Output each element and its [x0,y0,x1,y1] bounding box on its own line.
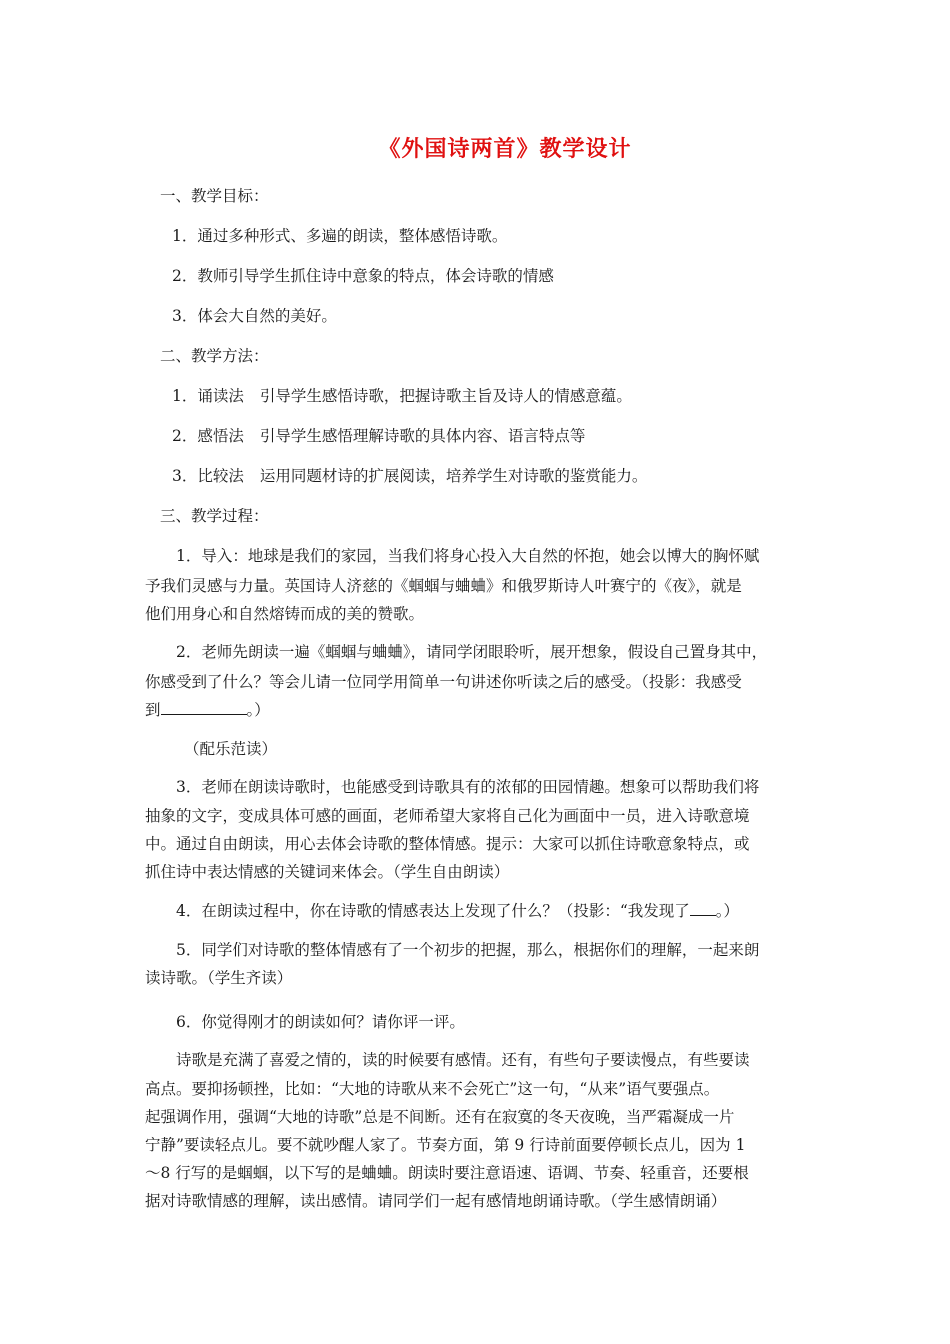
process-heading: 三、教学过程： [160,507,269,525]
method-name: 3．比较法 [172,467,244,485]
method-item [172,466,647,486]
paragraph-line: 4．在朗读过程中，你在诗歌的情感表达上发现了什么？（投影：“我发现了 。） [176,902,740,920]
paragraph-line: 6．你觉得刚才的朗读如何？请你评一评。 [176,1013,465,1031]
paragraph-line: 抽象的文字，变成具体可感的画面，老师希望大家将自己化为画面中一员，进入诗歌意境 [145,807,750,825]
paragraph-line: 诗歌是充满了喜爱之情的，读的时候要有感情。还有，有些句子要读慢点，有些要读 [176,1051,750,1069]
paragraph-line: 5．同学们对诗歌的整体情感有了一个初步的把握，那么，根据你们的理解，一起来朗 [176,941,760,959]
note: （配乐范读） [184,740,278,758]
paragraph-line: 他们用身心和自然熔铸而成的美的赞歌。 [145,605,425,623]
document-title: 《外国诗两首》教学设计 [378,137,632,162]
goals-heading: 一、教学目标： [160,187,269,205]
paragraph-line: 抓住诗中表达情感的关键词来体会。（学生自由朗读） [145,863,510,881]
goal-item: 2．教师引导学生抓住诗中意象的特点，体会诗歌的情感 [172,267,554,285]
paragraph-line: ～8 行写的是蝈蝈，以下写的是蛐蛐。朗读时要注意语速、语调、节奏、轻重音，还要根 [145,1164,749,1182]
paragraph-line: 高点。要抑扬顿挫，比如：“大地的诗歌从来不会死亡”这一句，“从来”语气要强点。 [145,1080,720,1098]
paragraph-line: 宁静”要读轻点儿。要不就吵醒人家了。节奏方面，第 9 行诗前面要停顿长点儿，因为 1 [145,1136,746,1154]
goal-item: 3．体会大自然的美好。 [172,307,337,325]
method-desc: 引导学生感悟理解诗歌的具体内容、语言特点等 [259,427,586,445]
method-name: 2．感悟法 [172,427,244,445]
paragraph-line: 你感受到了什么？等会儿请一位同学用简单一句讲述你听读之后的感受。（投影：我感受 [145,673,742,691]
fill-blank [690,901,716,916]
method-item [172,386,632,406]
paragraph-line: 读诗歌。（学生齐读） [145,969,293,987]
paragraph-line: 中。通过自由朗读，用心去体会诗歌的整体情感。提示：大家可以抓住诗歌意象特点，或 [145,835,750,853]
paragraph-line: 到 。） [145,701,270,719]
method-desc: 引导学生感悟诗歌，把握诗歌主旨及诗人的情感意蕴。 [259,387,632,405]
paragraph-line: 1．导入：地球是我们的家园，当我们将身心投入大自然的怀抱，她会以博大的胸怀赋 [176,547,760,565]
method-desc: 运用同题材诗的扩展阅读，培养学生对诗歌的鉴赏能力。 [259,467,648,485]
method-name: 1．诵读法 [172,387,244,405]
fill-blank [161,700,247,715]
paragraph-line: 予我们灵感与力量。英国诗人济慈的《蝈蝈与蛐蛐》和俄罗斯诗人叶赛宁的《夜》，就是 [145,577,742,595]
method-item [172,426,585,446]
paragraph-line: 3．老师在朗读诗歌时，也能感受到诗歌具有的浓郁的田园情趣。想象可以帮助我们将 [176,778,760,796]
methods-heading: 二、教学方法： [160,347,269,365]
paragraph-line: 2．老师先朗读一遍《蝈蝈与蛐蛐》，请同学闭眼聆听，展开想象，假设自己置身其中， [176,643,768,661]
goal-item: 1．通过多种形式、多遍的朗读，整体感悟诗歌。 [172,227,508,245]
paragraph-line: 据对诗歌情感的理解，读出感情。请同学们一起有感情地朗诵诗歌。（学生感情朗诵） [145,1192,727,1210]
paragraph-line: 起强调作用，强调“大地的诗歌”总是不间断。还有在寂寞的冬天夜晚，当严霜凝成一片 [145,1108,735,1126]
